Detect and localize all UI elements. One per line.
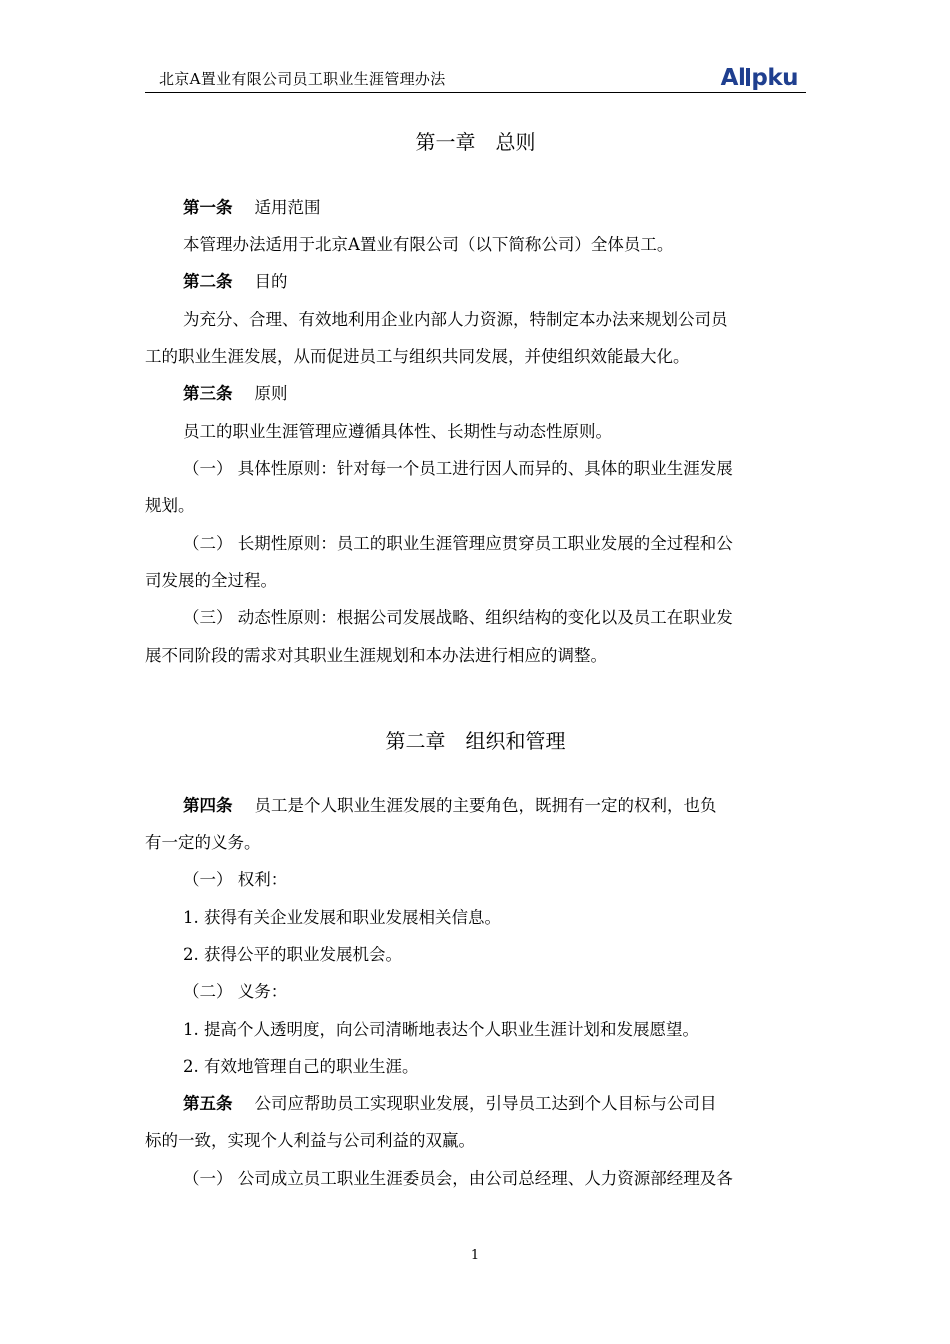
article-2-label: 第二条 [183,272,233,291]
article-1-heading [145,197,844,219]
article-2-heading [145,271,844,293]
article-4-body-1: 员工是个人职业生涯发展的主要角色，既拥有一定的权利，也负 [254,796,717,815]
article-3-title: 原则 [254,384,288,403]
right-item-2: 2. 获得公平的职业发展机会。 [183,945,402,964]
chapter-2-title: 第二章 组织和管理 [385,729,566,753]
article-4-line-2: 有一定的义务。 [145,833,261,852]
principle-1-line-1: （一） 具体性原则：针对每一个员工进行因人而异的、具体的职业生涯发展 [183,459,733,478]
right-item-1: 1. 获得有关企业发展和职业发展相关信息。 [183,908,501,927]
article-1-body: 本管理办法适用于北京A置业有限公司（以下简称公司）全体员工。 [183,235,674,254]
article-5-line-2: 标的一致，实现个人利益与公司利益的双赢。 [145,1131,475,1150]
article-5-item-1: （一） 公司成立员工职业生涯委员会，由公司总经理、人力资源部经理及各 [183,1169,733,1188]
header-title: 北京A置业有限公司员工职业生涯管理办法 [159,70,446,88]
article-2-body-line-2: 工的职业生涯发展，从而促进员工与组织共同发展，并使组织效能最大化。 [145,347,690,366]
principle-2-line-2: 司发展的全过程。 [145,571,277,590]
article-4-line-1 [145,795,844,817]
principle-3-line-1: （三） 动态性原则：根据公司发展战略、组织结构的变化以及员工在职业发 [183,608,733,627]
duties-heading: （二） 义务： [183,982,288,1001]
article-1-title: 适用范围 [254,198,321,217]
principle-2-line-1: （二） 长期性原则：员工的职业生涯管理应贯穿员工职业发展的全过程和公 [183,534,733,553]
article-2-body-line-1: 为充分、合理、有效地利用企业内部人力资源，特制定本办法来规划公司员 [183,310,728,329]
principle-3-line-2: 展不同阶段的需求对其职业生涯规划和本办法进行相应的调整。 [145,646,607,665]
page-header [145,62,806,93]
article-3-heading [145,383,844,405]
article-5-body-1: 公司应帮助员工实现职业发展，引导员工达到个人目标与公司目 [254,1094,717,1113]
logo-bar [746,68,750,86]
article-5-label: 第五条 [183,1094,233,1113]
principle-1-line-2: 规划。 [145,496,195,515]
article-1-label: 第一条 [183,198,233,217]
duty-item-1: 1. 提高个人透明度，向公司清晰地表达个人职业生涯计划和发展愿望。 [183,1020,699,1039]
article-3-body: 员工的职业生涯管理应遵循具体性、长期性与动态性原则。 [183,422,612,441]
article-5-line-1 [145,1093,844,1115]
duty-item-2: 2. 有效地管理自己的职业生涯。 [183,1057,419,1076]
chapter-1-title: 第一章 总则 [415,130,536,154]
article-2-title: 目的 [254,272,288,291]
rights-heading: （一） 权利： [183,870,288,889]
page-number: 1 [470,1248,480,1263]
company-logo [721,65,798,91]
logo-text-left: Al [720,65,746,91]
logo-text-right: pku [751,65,798,91]
article-4-label: 第四条 [183,796,233,815]
article-3-label: 第三条 [183,384,233,403]
